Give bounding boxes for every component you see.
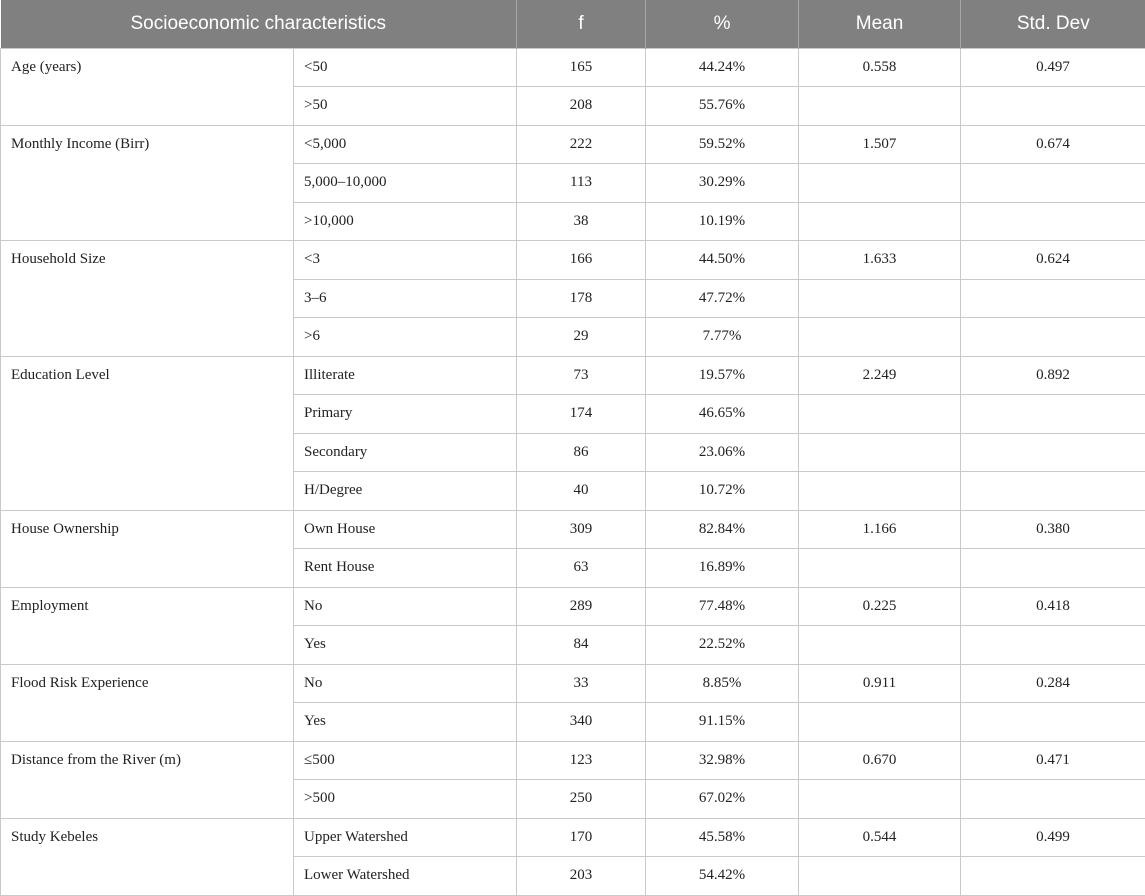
- std-dev-cell: 0.674: [961, 125, 1145, 164]
- percent-cell: 54.42%: [646, 857, 799, 896]
- frequency-cell: 123: [517, 741, 646, 780]
- mean-cell: [799, 87, 961, 126]
- frequency-cell: 84: [517, 626, 646, 665]
- table-row: [1, 241, 1145, 280]
- percent-cell: 77.48%: [646, 587, 799, 626]
- frequency-cell: 166: [517, 241, 646, 280]
- header-row: [1, 0, 1145, 48]
- category-cell: Rent House: [294, 549, 517, 588]
- frequency-cell: 203: [517, 857, 646, 896]
- category-cell: <3: [294, 241, 517, 280]
- mean-cell: [799, 433, 961, 472]
- mean-cell: 0.911: [799, 664, 961, 703]
- frequency-cell: 40: [517, 472, 646, 511]
- frequency-cell: 178: [517, 279, 646, 318]
- category-cell: Own House: [294, 510, 517, 549]
- characteristic-label: Employment: [1, 587, 294, 664]
- std-dev-cell: [961, 87, 1145, 126]
- header-frequency: f: [517, 0, 646, 48]
- mean-cell: 0.558: [799, 48, 961, 87]
- std-dev-cell: [961, 472, 1145, 511]
- category-cell: <50: [294, 48, 517, 87]
- frequency-cell: 86: [517, 433, 646, 472]
- frequency-cell: 29: [517, 318, 646, 357]
- percent-cell: 46.65%: [646, 395, 799, 434]
- characteristic-label: House Ownership: [1, 510, 294, 587]
- mean-cell: [799, 780, 961, 819]
- table-row: [1, 818, 1145, 857]
- table-row: [1, 741, 1145, 780]
- mean-cell: 1.633: [799, 241, 961, 280]
- percent-cell: 30.29%: [646, 164, 799, 203]
- mean-cell: [799, 549, 961, 588]
- percent-cell: 22.52%: [646, 626, 799, 665]
- mean-cell: 1.507: [799, 125, 961, 164]
- percent-cell: 19.57%: [646, 356, 799, 395]
- category-cell: 5,000–10,000: [294, 164, 517, 203]
- category-cell: <5,000: [294, 125, 517, 164]
- category-cell: Upper Watershed: [294, 818, 517, 857]
- category-cell: H/Degree: [294, 472, 517, 511]
- percent-cell: 59.52%: [646, 125, 799, 164]
- table-row: [1, 510, 1145, 549]
- std-dev-cell: [961, 318, 1145, 357]
- frequency-cell: 222: [517, 125, 646, 164]
- category-cell: ≤500: [294, 741, 517, 780]
- mean-cell: 0.544: [799, 818, 961, 857]
- category-cell: >10,000: [294, 202, 517, 241]
- frequency-cell: 309: [517, 510, 646, 549]
- frequency-cell: 208: [517, 87, 646, 126]
- category-cell: >50: [294, 87, 517, 126]
- mean-cell: 1.166: [799, 510, 961, 549]
- characteristic-label: Flood Risk Experience: [1, 664, 294, 741]
- table-row: [1, 125, 1145, 164]
- mean-cell: 2.249: [799, 356, 961, 395]
- frequency-cell: 113: [517, 164, 646, 203]
- characteristic-label: Age (years): [1, 48, 294, 125]
- std-dev-cell: [961, 433, 1145, 472]
- mean-cell: [799, 472, 961, 511]
- table-header: [1, 0, 1145, 48]
- percent-cell: 7.77%: [646, 318, 799, 357]
- percent-cell: 44.24%: [646, 48, 799, 87]
- percent-cell: 55.76%: [646, 87, 799, 126]
- header-std-dev: Std. Dev: [961, 0, 1145, 48]
- category-cell: >6: [294, 318, 517, 357]
- std-dev-cell: [961, 703, 1145, 742]
- percent-cell: 10.19%: [646, 202, 799, 241]
- mean-cell: [799, 395, 961, 434]
- category-cell: 3–6: [294, 279, 517, 318]
- category-cell: Lower Watershed: [294, 857, 517, 896]
- table-row: [1, 48, 1145, 87]
- percent-cell: 45.58%: [646, 818, 799, 857]
- frequency-cell: 63: [517, 549, 646, 588]
- std-dev-cell: 0.284: [961, 664, 1145, 703]
- frequency-cell: 250: [517, 780, 646, 819]
- table-body: [1, 48, 1145, 895]
- category-cell: No: [294, 664, 517, 703]
- std-dev-cell: 0.497: [961, 48, 1145, 87]
- frequency-cell: 33: [517, 664, 646, 703]
- category-cell: No: [294, 587, 517, 626]
- category-cell: Yes: [294, 626, 517, 665]
- mean-cell: 0.670: [799, 741, 961, 780]
- characteristic-label: Education Level: [1, 356, 294, 510]
- characteristic-label: Monthly Income (Birr): [1, 125, 294, 241]
- std-dev-cell: [961, 857, 1145, 896]
- mean-cell: [799, 857, 961, 896]
- percent-cell: 32.98%: [646, 741, 799, 780]
- std-dev-cell: [961, 164, 1145, 203]
- mean-cell: [799, 626, 961, 665]
- category-cell: Primary: [294, 395, 517, 434]
- percent-cell: 67.02%: [646, 780, 799, 819]
- std-dev-cell: [961, 202, 1145, 241]
- mean-cell: 0.225: [799, 587, 961, 626]
- mean-cell: [799, 164, 961, 203]
- category-cell: Yes: [294, 703, 517, 742]
- std-dev-cell: [961, 780, 1145, 819]
- header-mean: Mean: [799, 0, 961, 48]
- std-dev-cell: 0.624: [961, 241, 1145, 280]
- frequency-cell: 340: [517, 703, 646, 742]
- percent-cell: 91.15%: [646, 703, 799, 742]
- percent-cell: 10.72%: [646, 472, 799, 511]
- frequency-cell: 289: [517, 587, 646, 626]
- characteristic-label: Distance from the River (m): [1, 741, 294, 818]
- header-characteristic: Socioeconomic characteristics: [1, 0, 517, 48]
- mean-cell: [799, 279, 961, 318]
- frequency-cell: 73: [517, 356, 646, 395]
- percent-cell: 23.06%: [646, 433, 799, 472]
- std-dev-cell: 0.892: [961, 356, 1145, 395]
- std-dev-cell: [961, 395, 1145, 434]
- characteristic-label: Study Kebeles: [1, 818, 294, 895]
- percent-cell: 44.50%: [646, 241, 799, 280]
- mean-cell: [799, 318, 961, 357]
- mean-cell: [799, 703, 961, 742]
- percent-cell: 16.89%: [646, 549, 799, 588]
- characteristic-label: Household Size: [1, 241, 294, 357]
- std-dev-cell: [961, 626, 1145, 665]
- frequency-cell: 174: [517, 395, 646, 434]
- mean-cell: [799, 202, 961, 241]
- std-dev-cell: 0.418: [961, 587, 1145, 626]
- category-cell: >500: [294, 780, 517, 819]
- category-cell: Illiterate: [294, 356, 517, 395]
- header-percent: %: [646, 0, 799, 48]
- frequency-cell: 38: [517, 202, 646, 241]
- percent-cell: 47.72%: [646, 279, 799, 318]
- table-row: [1, 587, 1145, 626]
- std-dev-cell: 0.380: [961, 510, 1145, 549]
- table-row: [1, 356, 1145, 395]
- category-cell: Secondary: [294, 433, 517, 472]
- percent-cell: 82.84%: [646, 510, 799, 549]
- table-row: [1, 664, 1145, 703]
- frequency-cell: 170: [517, 818, 646, 857]
- std-dev-cell: 0.471: [961, 741, 1145, 780]
- std-dev-cell: [961, 279, 1145, 318]
- std-dev-cell: 0.499: [961, 818, 1145, 857]
- frequency-cell: 165: [517, 48, 646, 87]
- std-dev-cell: [961, 549, 1145, 588]
- percent-cell: 8.85%: [646, 664, 799, 703]
